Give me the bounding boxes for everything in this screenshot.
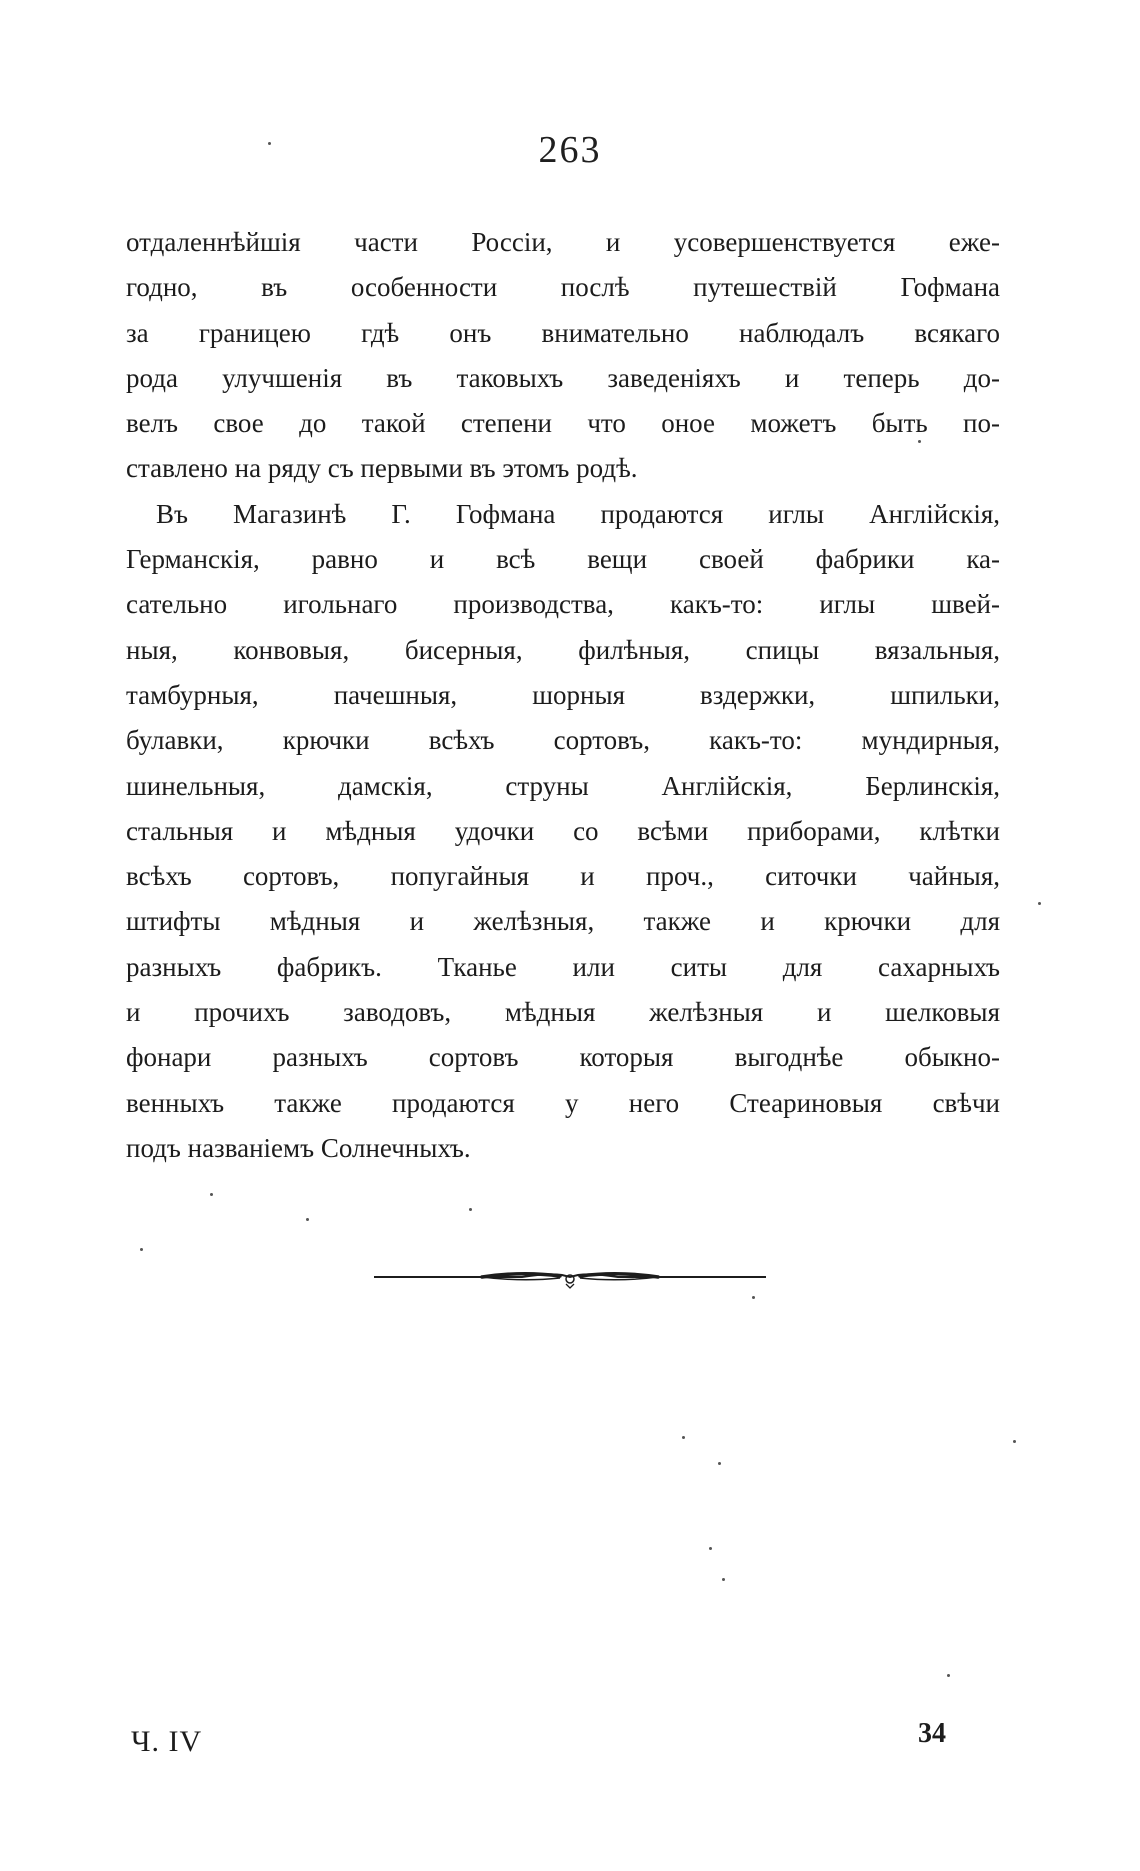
paper-speck xyxy=(469,1208,472,1211)
paper-speck xyxy=(268,142,271,145)
paper-speck xyxy=(140,1248,143,1251)
text-line: велъ свое до такой степени что оное можетъ быть по- xyxy=(126,408,1000,439)
paper-speck xyxy=(947,1674,950,1677)
text-line: булавки, крючки всѣхъ сортовъ, какъ-то: мундирныя, xyxy=(126,725,1000,756)
text-line: годно, въ особенности послѣ путешествій Гофмана xyxy=(126,272,1000,303)
sheet-number: 34 xyxy=(918,1718,946,1749)
paper-speck xyxy=(1038,902,1041,905)
paper-speck xyxy=(709,1547,712,1550)
paper-speck xyxy=(722,1578,725,1581)
paper-speck xyxy=(718,1462,721,1465)
text-line: венныхъ также продаются у него Стеариновыя свѣчи xyxy=(126,1087,1000,1118)
text-line: ныя, конвовыя, бисерныя, филѣныя, спицы вязальныя, xyxy=(126,634,1000,665)
text-line: отдаленнѣйшія части Россіи, и усовершенствуется еже- xyxy=(126,227,1000,257)
paper-speck xyxy=(210,1193,213,1196)
paper-speck xyxy=(752,1296,755,1299)
text-line: стальныя и мѣдныя удочки со всѣми приборами, клѣтки xyxy=(126,815,1000,846)
paper-speck xyxy=(682,1436,685,1439)
text-line: шинельныя, дамскія, струны Англійскія, Берлинскія, xyxy=(126,770,1000,801)
text-line: разныхъ фабрикъ. Тканье или ситы для сахарныхъ xyxy=(126,951,1000,982)
text-line: всѣхъ сортовъ, попугайныя и проч., ситочки чайныя, xyxy=(126,861,1000,892)
paragraph-start-line: Въ Магазинѣ Г. Гофмана продаются иглы Англійскія, xyxy=(156,498,1000,529)
text-line: ставлено на ряду съ первыми въ этомъ родѣ. xyxy=(126,453,638,484)
text-line: и прочихъ заводовъ, мѣдныя желѣзныя и шелковыя xyxy=(126,997,1000,1028)
paper-speck xyxy=(918,440,921,443)
text-line: штифты мѣдныя и желѣзныя, также и крючки для xyxy=(126,906,1000,937)
page-number: 263 xyxy=(538,129,602,171)
ornamental-divider xyxy=(372,1262,768,1292)
text-line: сательно игольнаго производства, какъ-то: иглы швей- xyxy=(126,589,1000,620)
text-line: фонари разныхъ сортовъ которыя выгоднѣе обыкно- xyxy=(126,1042,1000,1073)
paper-speck xyxy=(1013,1440,1016,1443)
text-line: рода улучшенія въ таковыхъ заведеніяхъ и теперь до- xyxy=(126,362,1000,393)
text-line: за границею гдѣ онъ внимательно наблюдалъ всякаго xyxy=(126,317,1000,348)
signature-mark: Ч. IV xyxy=(131,1725,203,1758)
text-line: Германскія, равно и всѣ вещи своей фабрики ка- xyxy=(126,544,1000,575)
text-line: тамбурныя, пачешныя, шорныя вздержки, шпильки, xyxy=(126,679,1000,710)
paper-speck xyxy=(306,1218,309,1221)
text-line: подъ названіемъ Солнечныхъ. xyxy=(126,1132,471,1163)
body-text xyxy=(126,220,1000,1171)
